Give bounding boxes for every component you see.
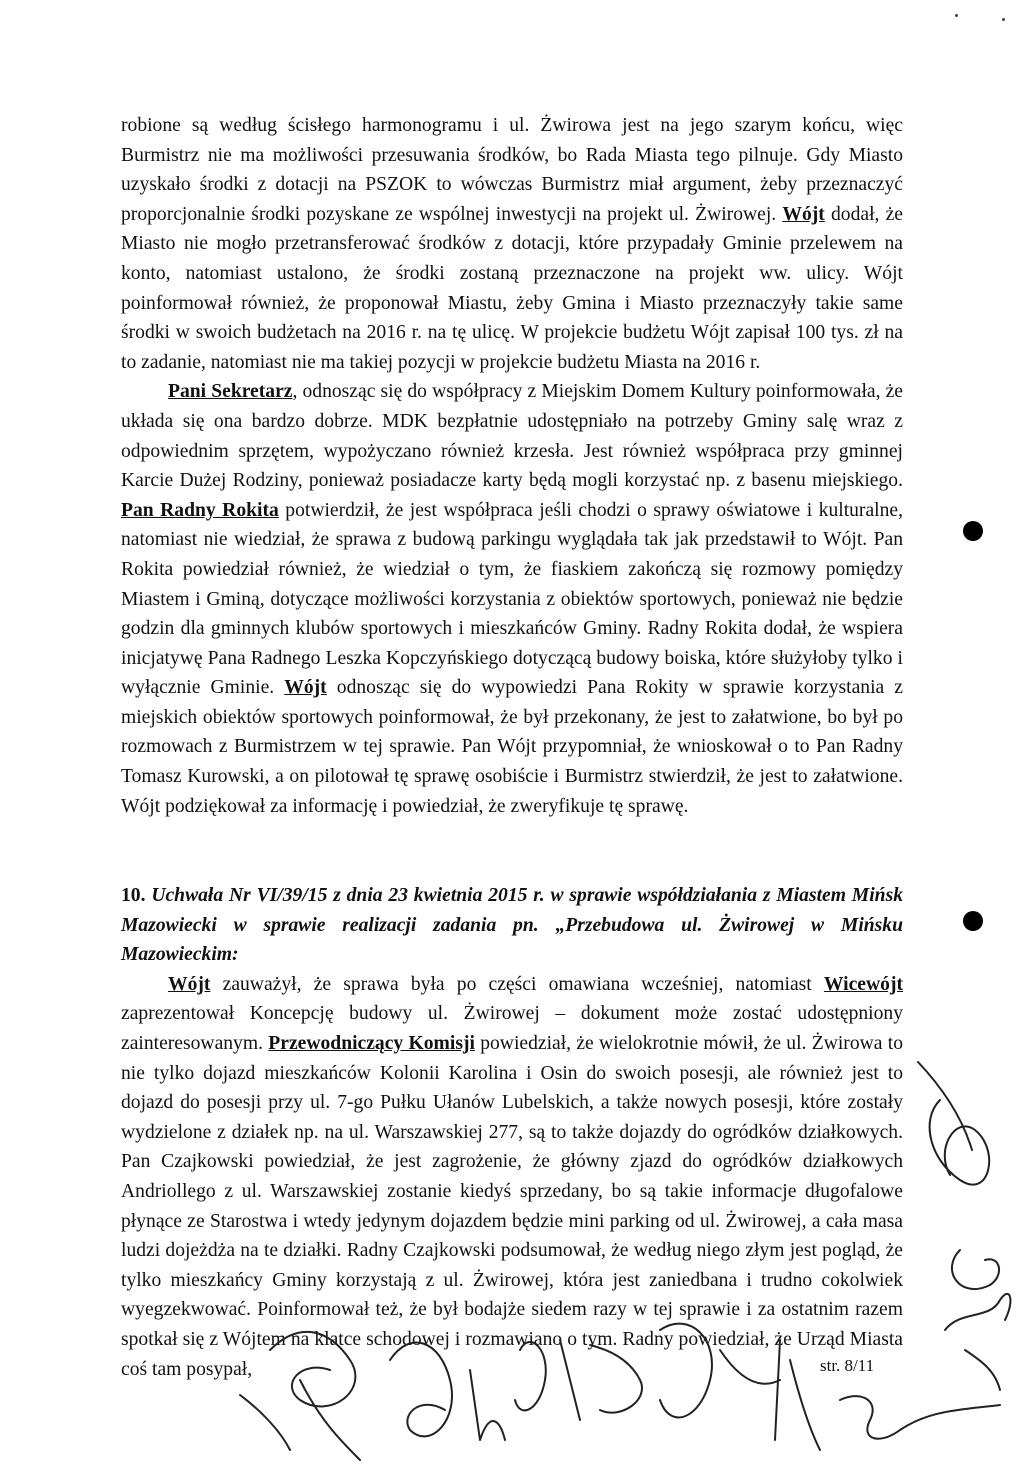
text-run: powiedział, że wielokrotnie mówił, że ul. Żwirowa to nie tylko dojazd mieszkańców Kolonii Karolina i Osin do swoich posesji, ale również jest to dojazd do posesji przy ul. 7-go Pułku Ułanów Lubelskich, a także nowych posesji, które zostały wydzielone z działek np. na ul. Warszawskiej 277, są to także dojazdy do ogródków działkowych. Pan Czajkowski powiedział, że jest zagrożenie, że główny zjazd do ogródków działkowych Andriollego z ul. Warszawskiej zostanie kiedyś sprzedany, bo są takie informacje długofalowe płynące ze Starostwa i wtedy jedynym dojazdem będzie mini parking od ul. Żwirowej, a cała masa ludzi dojeżdża na te działki. Radny Czajkowski podsumował, że według niego złym jest pogląd, że tylko mieszkańcy Gminy korzystają z ul. Żwirowej, która jest zaniedbana i trudno cokolwiek wyegzekwować. Poinformował też, że był bodajże siedem razy w tej sprawie i za ostatnim razem spotkał się z Wójtem na klatce schodowej i rozmawiano o tym. Radny powiedział, że Urząd Miasta coś tam posypał, xyxy=(121,1032,903,1380)
speaker-name: Pani Sekretarz xyxy=(168,381,293,403)
text-run: zaprezentował Koncepcję budowy ul. Żwirowej – dokument może zostać udostępniony zainteresowanym. xyxy=(121,1003,903,1054)
scan-speck xyxy=(1002,18,1005,21)
page-number: str. 8/11 xyxy=(820,1356,875,1375)
section-title: Uchwała Nr VI/39/15 z dnia 23 kwietnia 2015 r. w sprawie współdziałania z Miastem Mińsk Mazowiecki w sprawie realizacji zadania pn. „Przebudowa ul. Żwirowej w Mińsku Mazowieckim: xyxy=(121,885,903,966)
body-text-top xyxy=(121,111,903,821)
paragraph xyxy=(121,377,903,821)
text-run: robione są według ścisłego harmonogramu i ul. Żwirowa jest na jego szarym końcu, więc Burmistrz nie ma możliwości przesuwania środków, bo Rada Miasta tego pilnuje. Gdy Miasto uzyskało środki z dotacji na PSZOK to wówczas Burmistrz miał argument, żeby przeznaczyć proporcjonalnie środki pozyskane ze wspólnej inwestycji na projekt ul. Żwirowej. xyxy=(121,115,903,225)
margin-bullet-2 xyxy=(963,911,983,931)
section-10-paragraph xyxy=(121,970,903,1384)
paragraph xyxy=(121,111,903,377)
text-run: dodał, że Miasto nie mogło przetransferować środków z dotacji, które przypadały Gminie przelewem na konto, natomiast ustalono, że środki zostaną przeznaczone na projekt ww. ulicy. Wójt poinformował również, że proponował Miastu, żeby Gmina i Miasto przeznaczyły takie same środki w swoich budżetach na 2016 r. na tę ulicę. W projekcie budżetu Wójt zapisał 100 tys. zł na to zadanie, natomiast nie ma takiej pozycji w projekcie budżetu Miasta na 2016 r. xyxy=(121,203,903,373)
speaker-name: Pan Radny Rokita xyxy=(121,499,279,521)
section-10-heading xyxy=(121,881,903,970)
scan-speck xyxy=(955,14,958,17)
text-run: potwierdził, że jest współpraca jeśli chodzi o sprawy oświatowe i kulturalne, natomiast nie wiedział, że sprawa z budową parkingu wyglądała tak jak przedstawił to Wójt. Pan Rokita powiedział również, że wiedział o tym, że fiaskiem zakończą się rozmowy pomiędzy Miastem i Gminą, dotyczące możliwości korzystania z obiektów sportowych, ponieważ nie będzie godzin dla gminnych klubów sportowych i mieszkańców Gminy. Radny Rokita dodał, że wspiera inicjatywę Pana Radnego Leszka Kopczyńskiego dotyczącą budowy boiska, które służyłoby tylko i wyłącznie Gminie. xyxy=(121,499,903,699)
speaker-name: Wójt xyxy=(782,203,825,225)
text-run: odnosząc się do wypowiedzi Pana Rokity w sprawie korzystania z miejskich obiektów sportowych poinformował, że był przekonany, że jest to załatwione, bo był po rozmowach z Burmistrzem w tej sprawie. Pan Wójt przypomniał, że wnioskował o to Pan Radny Tomasz Kurowski, a on pilotował tę sprawę osobiście i Burmistrz stwierdził, że jest to załatwione. Wójt podziękował za informację i powiedział, że zweryfikuje tę sprawę. xyxy=(121,677,904,817)
speaker-name: Przewodniczący Komisji xyxy=(268,1032,475,1054)
speaker-name: Wicewójt xyxy=(823,973,903,995)
text-run: zauważył, że sprawa była po części omawiana wcześniej, natomiast xyxy=(210,973,824,995)
section-10 xyxy=(121,881,903,1384)
margin-bullet-1 xyxy=(963,521,983,541)
text-run: , odnosząc się do współpracy z Miejskim Domem Kultury poinformowała, że układa się ona bardzo dobrze. MDK bezpłatnie udostępniało na potrzeby Gminy salę wraz z odpowiednim sprzętem, wypożyczano również krzesła. Jest również współpraca przy gminnej Karcie Dużej Rodziny, ponieważ posiadacze karty będą mogli korzystać np. z basenu miejskiego. xyxy=(121,381,903,492)
section-number: 10. xyxy=(121,885,146,906)
speaker-name: Wójt xyxy=(168,973,211,995)
speaker-name: Wójt xyxy=(284,677,327,699)
